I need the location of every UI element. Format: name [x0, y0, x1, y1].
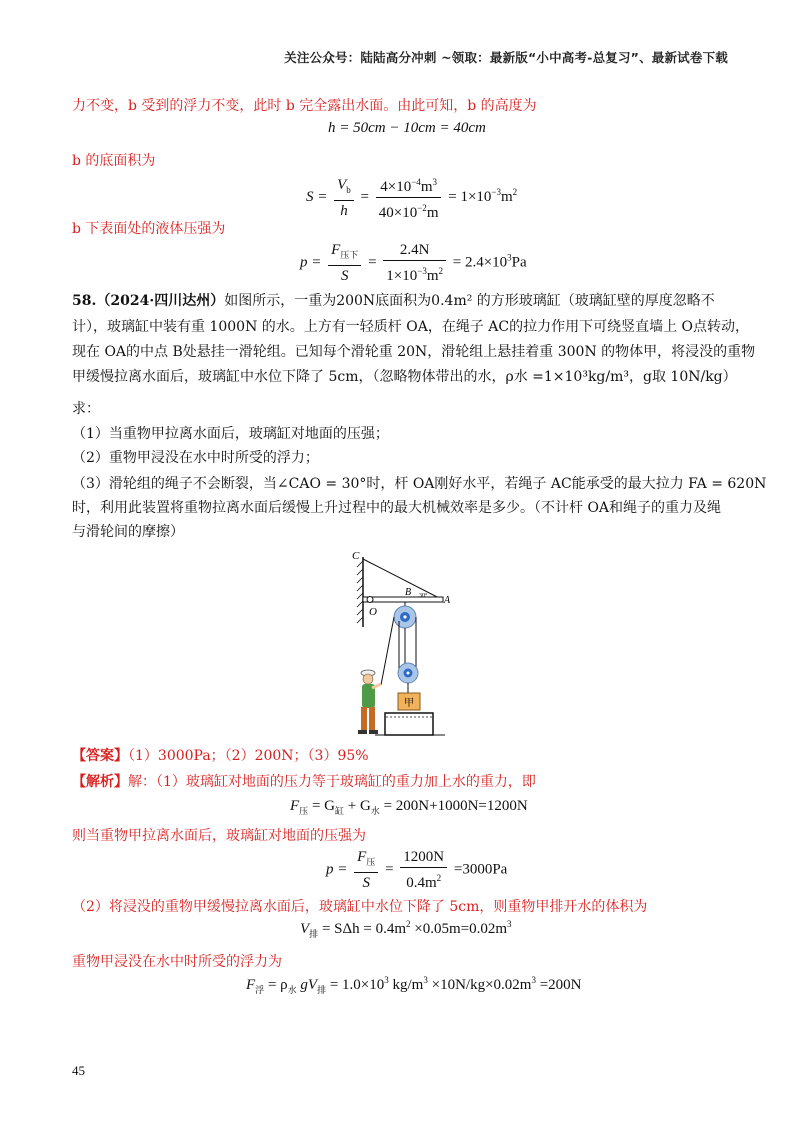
page-header: 关注公众号：陆陆高分冲刺 ~领取：最新版“小中高考-总复习”、最新试卷下载	[284, 50, 728, 65]
person	[358, 670, 381, 734]
solution-line-4: 重物甲浸没在水中时所受的浮力为	[72, 954, 282, 970]
problem-line-2: 计），玻璃缸中装有重 1000N 的水。上方有一轻质杆 OA，在绳子 AC的拉力作用下可绕竖直墙上 O点转动，	[72, 319, 750, 335]
pivot-o	[367, 597, 373, 603]
eq-pressure-b: p = $\frac{F_{压下}}{S}$ = $\frac{2.4N}{1\times 10^{-3}m^2}$ = $2.4\times 10^3Pa$	[300, 242, 527, 284]
wall-hatching	[357, 561, 363, 623]
solution-tag: 【解析】	[72, 774, 128, 790]
pulley-figure	[345, 545, 465, 740]
rope-ac	[363, 559, 443, 600]
object-label: 甲	[404, 698, 414, 709]
eq-volume: $V_排 = S\Delta h = 0.4m^2 \times 0.05m=0.02m^3$	[300, 919, 512, 939]
rod-oa	[363, 597, 443, 602]
problem-line-5: 求：	[72, 401, 100, 417]
eq-pressure: p = $\frac{F_压}{S}$ = $\frac{1200N}{0.4m^2}$ =3000Pa	[326, 849, 508, 891]
question-3-b: 时，利用此装置将重物拉离水面后缓慢上升过程中的最大机械效率是多少。（不计杆 OA和绳子的重力及绳	[72, 500, 722, 516]
eq-height: h = 50cm − 10cm = 40cm	[328, 120, 486, 136]
prev-line-3: b 下表面处的液体压强为	[72, 221, 226, 237]
label-b: B	[405, 587, 412, 598]
eq-force: $F_压 = G_缸 + G_水 = 200N+1000N=1200N$	[290, 798, 528, 816]
solution-line-2: 则当重物甲拉离水面后，玻璃缸对地面的压强为	[72, 828, 366, 844]
answer-text: （1）3000Pa；（2）200N；（3）95%	[128, 748, 369, 764]
answer-line	[72, 745, 369, 767]
solution-line-1: 【解析】解：（1）玻璃缸对地面的压力等于玻璃缸的重力加上水的重力，即	[72, 774, 536, 790]
prev-line-2: b 的底面积为	[72, 153, 156, 169]
page-number: 45	[72, 1063, 85, 1078]
eq-buoyancy: $F_浮 = \rho_水$ $gV_排 = 1.0\times 10^3$ $kg/m^3 \times 10N/kg\times 0.02m^3 =200N$	[246, 975, 582, 995]
problem-line-3: 现在 OA的中点 B处悬挂一滑轮组。已知每个滑轮重 20N，滑轮组上悬挂着重 300N 的物体甲，将浸没的重物	[72, 344, 756, 360]
question-3-a: （3）滑轮组的绳子不会断裂，当∠CAO = 30°时，杆 OA刚好水平，若绳子 AC能承受的最大拉力 FA = 620N	[72, 476, 767, 492]
problem-source: （2024·四川达州）	[96, 293, 225, 309]
problem-number: 58.	[72, 293, 97, 309]
question-2: （2）重物甲浸没在水中时所受的浮力；	[72, 450, 319, 466]
answer-tag: 【答案】	[72, 748, 128, 764]
label-c: C	[352, 550, 360, 562]
solution-line-3: （2）将浸没的重物甲缓慢拉离水面后，玻璃缸中水位下降了 5cm，则重物甲排开水的体积为	[72, 899, 648, 915]
angle-label: 30°	[419, 593, 428, 599]
question-3-c: 与滑轮间的摩擦）	[72, 524, 184, 540]
label-o: O	[369, 606, 377, 618]
prev-line-1: 力不变，b 受到的浮力不变，此时 b 完全露出水面。由此可知，b 的高度为	[72, 98, 537, 114]
problem-line-4: 甲缓慢拉离水面后，玻璃缸中水位下降了 5cm，（忽略物体带出的水，ρ水 =1×10³kg/m³，g取 10N/kg）	[72, 369, 737, 385]
pull-rope	[381, 617, 394, 685]
label-a: A	[444, 595, 451, 606]
question-1: （1）当重物甲拉离水面后，玻璃缸对地面的压强；	[72, 426, 389, 442]
glass-tank	[385, 713, 433, 735]
problem-line-1: 58.（2024·四川达州）如图所示，一重为200N底面积为0.4m² 的方形玻璃缸（玻璃缸壁的厚度忽略不	[72, 293, 715, 309]
eq-area: S = $\frac{V_b}{h}$ = $\frac{4\times 10^{-4}m^3}{40\times 10^{-2}m}$ = $1\times 10^{-3}m^2$	[306, 172, 517, 223]
